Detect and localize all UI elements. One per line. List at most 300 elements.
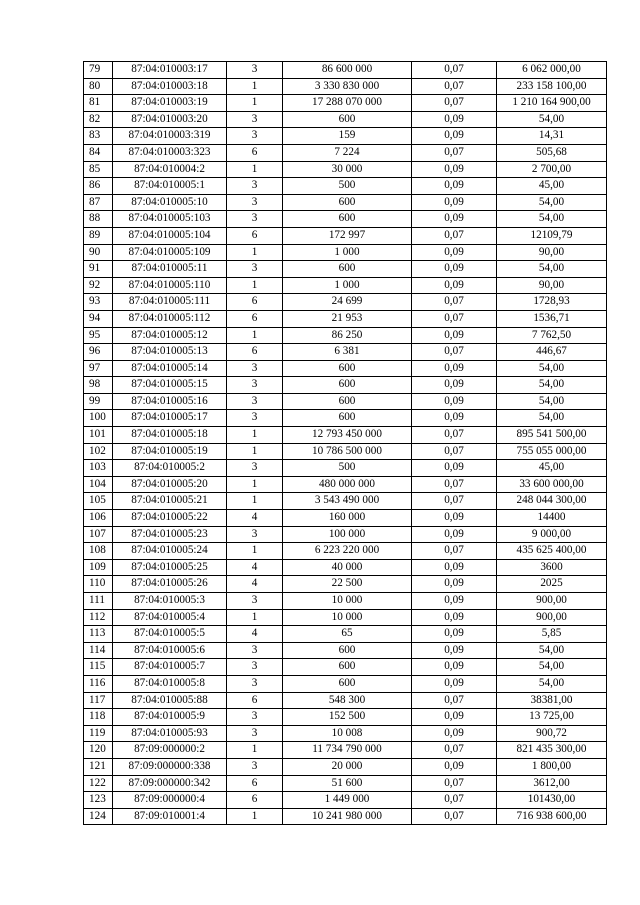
row-number-cell: 107 bbox=[84, 526, 113, 543]
category-cell: 1 bbox=[227, 244, 283, 261]
cadastral-number-cell: 87:04:010005:12 bbox=[113, 327, 227, 344]
row-number-cell: 111 bbox=[84, 593, 113, 610]
cadastral-number-cell: 87:04:010004:2 bbox=[113, 161, 227, 178]
category-cell: 4 bbox=[227, 559, 283, 576]
cadastral-number-cell: 87:04:010003:19 bbox=[113, 95, 227, 112]
rate-cell: 0,09 bbox=[412, 261, 497, 278]
rate-cell: 0,07 bbox=[412, 95, 497, 112]
table-row bbox=[84, 344, 607, 361]
table-row bbox=[84, 178, 607, 195]
cadastral-number-cell: 87:04:010005:21 bbox=[113, 493, 227, 510]
rate-cell: 0,09 bbox=[412, 377, 497, 394]
amount-cell: 1728,93 bbox=[497, 294, 607, 311]
category-cell: 1 bbox=[227, 95, 283, 112]
category-cell: 1 bbox=[227, 78, 283, 95]
rate-cell: 0,09 bbox=[412, 128, 497, 145]
amount-cell: 90,00 bbox=[497, 244, 607, 261]
cadastral-value-cell: 600 bbox=[283, 261, 412, 278]
cadastral-value-cell: 100 000 bbox=[283, 526, 412, 543]
category-cell: 6 bbox=[227, 692, 283, 709]
table-row bbox=[84, 393, 607, 410]
rate-cell: 0,07 bbox=[412, 692, 497, 709]
cadastral-number-cell: 87:09:000000:2 bbox=[113, 742, 227, 759]
rate-cell: 0,09 bbox=[412, 559, 497, 576]
table-row bbox=[84, 410, 607, 427]
cadastral-value-cell: 12 793 450 000 bbox=[283, 427, 412, 444]
cadastral-value-cell: 500 bbox=[283, 178, 412, 195]
cadastral-value-cell: 6 381 bbox=[283, 344, 412, 361]
category-cell: 3 bbox=[227, 194, 283, 211]
category-cell: 3 bbox=[227, 526, 283, 543]
rate-cell: 0,09 bbox=[412, 626, 497, 643]
rate-cell: 0,09 bbox=[412, 111, 497, 128]
rate-cell: 0,09 bbox=[412, 194, 497, 211]
amount-cell: 38381,00 bbox=[497, 692, 607, 709]
row-number-cell: 118 bbox=[84, 709, 113, 726]
amount-cell: 821 435 300,00 bbox=[497, 742, 607, 759]
table-row bbox=[84, 510, 607, 527]
amount-cell: 33 600 000,00 bbox=[497, 476, 607, 493]
category-cell: 6 bbox=[227, 310, 283, 327]
rate-cell: 0,09 bbox=[412, 659, 497, 676]
cadastral-number-cell: 87:04:010005:5 bbox=[113, 626, 227, 643]
cadastral-value-cell: 24 699 bbox=[283, 294, 412, 311]
category-cell: 4 bbox=[227, 510, 283, 527]
table-row bbox=[84, 593, 607, 610]
amount-cell: 54,00 bbox=[497, 393, 607, 410]
cadastral-number-cell: 87:04:010005:111 bbox=[113, 294, 227, 311]
cadastral-number-cell: 87:04:010005:24 bbox=[113, 543, 227, 560]
rate-cell: 0,07 bbox=[412, 62, 497, 79]
row-number-cell: 121 bbox=[84, 758, 113, 775]
cadastral-value-cell: 600 bbox=[283, 360, 412, 377]
table-row bbox=[84, 360, 607, 377]
amount-cell: 1 800,00 bbox=[497, 758, 607, 775]
row-number-cell: 110 bbox=[84, 576, 113, 593]
rate-cell: 0,09 bbox=[412, 277, 497, 294]
category-cell: 3 bbox=[227, 709, 283, 726]
amount-cell: 54,00 bbox=[497, 642, 607, 659]
rate-cell: 0,09 bbox=[412, 510, 497, 527]
row-number-cell: 98 bbox=[84, 377, 113, 394]
row-number-cell: 97 bbox=[84, 360, 113, 377]
amount-cell: 54,00 bbox=[497, 675, 607, 692]
cadastral-number-cell: 87:04:010005:8 bbox=[113, 675, 227, 692]
cadastral-number-cell: 87:04:010005:16 bbox=[113, 393, 227, 410]
cadastral-number-cell: 87:04:010005:7 bbox=[113, 659, 227, 676]
cadastral-value-cell: 600 bbox=[283, 410, 412, 427]
row-number-cell: 91 bbox=[84, 261, 113, 278]
rate-cell: 0,07 bbox=[412, 427, 497, 444]
table-row bbox=[84, 725, 607, 742]
cadastral-number-cell: 87:04:010005:22 bbox=[113, 510, 227, 527]
table-row bbox=[84, 675, 607, 692]
cadastral-number-cell: 87:04:010005:17 bbox=[113, 410, 227, 427]
cadastral-number-cell: 87:04:010005:10 bbox=[113, 194, 227, 211]
category-cell: 3 bbox=[227, 111, 283, 128]
row-number-cell: 80 bbox=[84, 78, 113, 95]
cadastral-value-cell: 17 288 070 000 bbox=[283, 95, 412, 112]
category-cell: 1 bbox=[227, 808, 283, 825]
cadastral-number-cell: 87:04:010005:25 bbox=[113, 559, 227, 576]
table-row bbox=[84, 194, 607, 211]
amount-cell: 5,85 bbox=[497, 626, 607, 643]
rate-cell: 0,07 bbox=[412, 294, 497, 311]
row-number-cell: 94 bbox=[84, 310, 113, 327]
category-cell: 1 bbox=[227, 543, 283, 560]
cadastral-value-cell: 20 000 bbox=[283, 758, 412, 775]
amount-cell: 90,00 bbox=[497, 277, 607, 294]
cadastral-value-cell: 30 000 bbox=[283, 161, 412, 178]
amount-cell: 895 541 500,00 bbox=[497, 427, 607, 444]
amount-cell: 101430,00 bbox=[497, 792, 607, 809]
cadastral-value-cell: 10 241 980 000 bbox=[283, 808, 412, 825]
category-cell: 3 bbox=[227, 393, 283, 410]
category-cell: 3 bbox=[227, 593, 283, 610]
cadastral-number-cell: 87:04:010005:1 bbox=[113, 178, 227, 195]
category-cell: 3 bbox=[227, 261, 283, 278]
cadastral-value-cell: 600 bbox=[283, 642, 412, 659]
cadastral-number-cell: 87:04:010005:4 bbox=[113, 609, 227, 626]
rate-cell: 0,07 bbox=[412, 543, 497, 560]
cadastral-number-cell: 87:04:010005:14 bbox=[113, 360, 227, 377]
rate-cell: 0,07 bbox=[412, 792, 497, 809]
category-cell: 3 bbox=[227, 360, 283, 377]
row-number-cell: 114 bbox=[84, 642, 113, 659]
category-cell: 6 bbox=[227, 775, 283, 792]
table-row bbox=[84, 543, 607, 560]
row-number-cell: 119 bbox=[84, 725, 113, 742]
cadastral-number-cell: 87:04:010005:112 bbox=[113, 310, 227, 327]
rate-cell: 0,09 bbox=[412, 576, 497, 593]
amount-cell: 7 762,50 bbox=[497, 327, 607, 344]
amount-cell: 14400 bbox=[497, 510, 607, 527]
rate-cell: 0,07 bbox=[412, 78, 497, 95]
cadastral-value-cell: 10 008 bbox=[283, 725, 412, 742]
row-number-cell: 90 bbox=[84, 244, 113, 261]
amount-cell: 12109,79 bbox=[497, 227, 607, 244]
cadastral-value-cell: 600 bbox=[283, 393, 412, 410]
row-number-cell: 79 bbox=[84, 62, 113, 79]
cadastral-number-cell: 87:04:010005:104 bbox=[113, 227, 227, 244]
cadastral-number-cell: 87:09:000000:338 bbox=[113, 758, 227, 775]
rate-cell: 0,07 bbox=[412, 775, 497, 792]
table-row bbox=[84, 211, 607, 228]
cadastral-value-cell: 548 300 bbox=[283, 692, 412, 709]
amount-cell: 45,00 bbox=[497, 178, 607, 195]
cadastral-value-cell: 1 000 bbox=[283, 244, 412, 261]
category-cell: 3 bbox=[227, 675, 283, 692]
table-row bbox=[84, 377, 607, 394]
rate-cell: 0,09 bbox=[412, 244, 497, 261]
table-row bbox=[84, 327, 607, 344]
category-cell: 6 bbox=[227, 294, 283, 311]
amount-cell: 54,00 bbox=[497, 261, 607, 278]
cadastral-value-cell: 600 bbox=[283, 211, 412, 228]
cadastral-value-cell: 6 223 220 000 bbox=[283, 543, 412, 560]
row-number-cell: 83 bbox=[84, 128, 113, 145]
cadastral-value-cell: 600 bbox=[283, 194, 412, 211]
table-row bbox=[84, 427, 607, 444]
table-row bbox=[84, 526, 607, 543]
amount-cell: 54,00 bbox=[497, 659, 607, 676]
cadastral-number-cell: 87:04:010003:319 bbox=[113, 128, 227, 145]
cadastral-number-cell: 87:09:000000:342 bbox=[113, 775, 227, 792]
category-cell: 1 bbox=[227, 609, 283, 626]
row-number-cell: 81 bbox=[84, 95, 113, 112]
table-row bbox=[84, 559, 607, 576]
row-number-cell: 85 bbox=[84, 161, 113, 178]
table-row bbox=[84, 659, 607, 676]
category-cell: 3 bbox=[227, 758, 283, 775]
cadastral-number-cell: 87:04:010005:13 bbox=[113, 344, 227, 361]
rate-cell: 0,07 bbox=[412, 742, 497, 759]
amount-cell: 14,31 bbox=[497, 128, 607, 145]
row-number-cell: 106 bbox=[84, 510, 113, 527]
rate-cell: 0,07 bbox=[412, 443, 497, 460]
table-row bbox=[84, 277, 607, 294]
amount-cell: 54,00 bbox=[497, 360, 607, 377]
category-cell: 4 bbox=[227, 626, 283, 643]
category-cell: 4 bbox=[227, 576, 283, 593]
amount-cell: 716 938 600,00 bbox=[497, 808, 607, 825]
row-number-cell: 103 bbox=[84, 460, 113, 477]
table-row bbox=[84, 128, 607, 145]
table-row bbox=[84, 709, 607, 726]
cadastral-number-cell: 87:04:010005:109 bbox=[113, 244, 227, 261]
cadastral-value-cell: 3 330 830 000 bbox=[283, 78, 412, 95]
rate-cell: 0,09 bbox=[412, 327, 497, 344]
amount-cell: 900,72 bbox=[497, 725, 607, 742]
rate-cell: 0,09 bbox=[412, 526, 497, 543]
cadastral-number-cell: 87:04:010005:18 bbox=[113, 427, 227, 444]
rate-cell: 0,09 bbox=[412, 178, 497, 195]
rate-cell: 0,09 bbox=[412, 609, 497, 626]
rate-cell: 0,09 bbox=[412, 642, 497, 659]
category-cell: 3 bbox=[227, 460, 283, 477]
amount-cell: 435 625 400,00 bbox=[497, 543, 607, 560]
rate-cell: 0,09 bbox=[412, 410, 497, 427]
cadastral-number-cell: 87:04:010005:6 bbox=[113, 642, 227, 659]
category-cell: 1 bbox=[227, 427, 283, 444]
cadastral-number-cell: 87:04:010005:3 bbox=[113, 593, 227, 610]
cadastral-value-cell: 10 786 500 000 bbox=[283, 443, 412, 460]
category-cell: 1 bbox=[227, 277, 283, 294]
cadastral-value-cell: 10 000 bbox=[283, 593, 412, 610]
cadastral-number-cell: 87:09:010001:4 bbox=[113, 808, 227, 825]
cadastral-value-cell: 51 600 bbox=[283, 775, 412, 792]
cadastral-number-cell: 87:04:010005:103 bbox=[113, 211, 227, 228]
row-number-cell: 92 bbox=[84, 277, 113, 294]
row-number-cell: 112 bbox=[84, 609, 113, 626]
cadastral-value-cell: 7 224 bbox=[283, 144, 412, 161]
table-row bbox=[84, 808, 607, 825]
table-body bbox=[84, 62, 607, 825]
cadastral-value-cell: 10 000 bbox=[283, 609, 412, 626]
rate-cell: 0,09 bbox=[412, 593, 497, 610]
category-cell: 6 bbox=[227, 227, 283, 244]
cadastral-value-cell: 86 250 bbox=[283, 327, 412, 344]
amount-cell: 233 158 100,00 bbox=[497, 78, 607, 95]
table-row bbox=[84, 310, 607, 327]
cadastral-number-cell: 87:04:010005:11 bbox=[113, 261, 227, 278]
table-row bbox=[84, 626, 607, 643]
amount-cell: 54,00 bbox=[497, 194, 607, 211]
table-row bbox=[84, 609, 607, 626]
row-number-cell: 123 bbox=[84, 792, 113, 809]
cadastral-number-cell: 87:04:010003:17 bbox=[113, 62, 227, 79]
table-row bbox=[84, 261, 607, 278]
cadastral-value-cell: 600 bbox=[283, 111, 412, 128]
cadastral-number-cell: 87:04:010005:9 bbox=[113, 709, 227, 726]
row-number-cell: 113 bbox=[84, 626, 113, 643]
table-row bbox=[84, 775, 607, 792]
rate-cell: 0,09 bbox=[412, 725, 497, 742]
row-number-cell: 99 bbox=[84, 393, 113, 410]
cadastral-value-cell: 3 543 490 000 bbox=[283, 493, 412, 510]
category-cell: 1 bbox=[227, 443, 283, 460]
row-number-cell: 104 bbox=[84, 476, 113, 493]
row-number-cell: 102 bbox=[84, 443, 113, 460]
rate-cell: 0,09 bbox=[412, 393, 497, 410]
table-row bbox=[84, 443, 607, 460]
amount-cell: 54,00 bbox=[497, 377, 607, 394]
rate-cell: 0,07 bbox=[412, 344, 497, 361]
row-number-cell: 93 bbox=[84, 294, 113, 311]
row-number-cell: 84 bbox=[84, 144, 113, 161]
row-number-cell: 120 bbox=[84, 742, 113, 759]
amount-cell: 13 725,00 bbox=[497, 709, 607, 726]
amount-cell: 446,67 bbox=[497, 344, 607, 361]
category-cell: 3 bbox=[227, 178, 283, 195]
table-row bbox=[84, 111, 607, 128]
cadastral-number-cell: 87:04:010003:20 bbox=[113, 111, 227, 128]
cadastral-value-cell: 40 000 bbox=[283, 559, 412, 576]
table-row bbox=[84, 294, 607, 311]
rate-cell: 0,07 bbox=[412, 310, 497, 327]
cadastral-value-cell: 159 bbox=[283, 128, 412, 145]
category-cell: 6 bbox=[227, 344, 283, 361]
rate-cell: 0,07 bbox=[412, 493, 497, 510]
row-number-cell: 87 bbox=[84, 194, 113, 211]
row-number-cell: 88 bbox=[84, 211, 113, 228]
table-row bbox=[84, 460, 607, 477]
row-number-cell: 100 bbox=[84, 410, 113, 427]
row-number-cell: 86 bbox=[84, 178, 113, 195]
row-number-cell: 95 bbox=[84, 327, 113, 344]
cadastral-value-cell: 1 449 000 bbox=[283, 792, 412, 809]
rate-cell: 0,07 bbox=[412, 144, 497, 161]
amount-cell: 900,00 bbox=[497, 593, 607, 610]
table-row bbox=[84, 576, 607, 593]
cadastral-value-cell: 21 953 bbox=[283, 310, 412, 327]
cadastral-number-cell: 87:04:010005:19 bbox=[113, 443, 227, 460]
category-cell: 3 bbox=[227, 211, 283, 228]
cadastral-number-cell: 87:04:010005:23 bbox=[113, 526, 227, 543]
category-cell: 3 bbox=[227, 62, 283, 79]
amount-cell: 3600 bbox=[497, 559, 607, 576]
cadastral-value-cell: 160 000 bbox=[283, 510, 412, 527]
table-row bbox=[84, 78, 607, 95]
cadastral-value-cell: 600 bbox=[283, 675, 412, 692]
category-cell: 1 bbox=[227, 476, 283, 493]
cadastral-value-cell: 22 500 bbox=[283, 576, 412, 593]
table-row bbox=[84, 642, 607, 659]
table-row bbox=[84, 758, 607, 775]
amount-cell: 6 062 000,00 bbox=[497, 62, 607, 79]
row-number-cell: 96 bbox=[84, 344, 113, 361]
row-number-cell: 122 bbox=[84, 775, 113, 792]
table-row bbox=[84, 493, 607, 510]
cadastral-number-cell: 87:04:010005:93 bbox=[113, 725, 227, 742]
cadastral-number-cell: 87:04:010005:88 bbox=[113, 692, 227, 709]
cadastral-value-cell: 480 000 000 bbox=[283, 476, 412, 493]
cadastral-value-cell: 11 734 790 000 bbox=[283, 742, 412, 759]
table-row bbox=[84, 144, 607, 161]
rate-cell: 0,07 bbox=[412, 476, 497, 493]
rate-cell: 0,09 bbox=[412, 758, 497, 775]
amount-cell: 248 044 300,00 bbox=[497, 493, 607, 510]
table-row bbox=[84, 476, 607, 493]
category-cell: 3 bbox=[227, 377, 283, 394]
cadastral-value-cell: 600 bbox=[283, 377, 412, 394]
amount-cell: 2 700,00 bbox=[497, 161, 607, 178]
amount-cell: 54,00 bbox=[497, 111, 607, 128]
table-row bbox=[84, 692, 607, 709]
row-number-cell: 124 bbox=[84, 808, 113, 825]
row-number-cell: 117 bbox=[84, 692, 113, 709]
row-number-cell: 105 bbox=[84, 493, 113, 510]
cadastral-value-cell: 500 bbox=[283, 460, 412, 477]
rate-cell: 0,09 bbox=[412, 675, 497, 692]
cadastral-value-cell: 65 bbox=[283, 626, 412, 643]
amount-cell: 1536,71 bbox=[497, 310, 607, 327]
table-row bbox=[84, 62, 607, 79]
cadastral-value-cell: 600 bbox=[283, 659, 412, 676]
amount-cell: 900,00 bbox=[497, 609, 607, 626]
cadastral-number-cell: 87:04:010005:110 bbox=[113, 277, 227, 294]
row-number-cell: 101 bbox=[84, 427, 113, 444]
cadastral-value-cell: 1 000 bbox=[283, 277, 412, 294]
data-table bbox=[83, 61, 607, 825]
category-cell: 1 bbox=[227, 742, 283, 759]
rate-cell: 0,09 bbox=[412, 709, 497, 726]
rate-cell: 0,09 bbox=[412, 360, 497, 377]
row-number-cell: 89 bbox=[84, 227, 113, 244]
category-cell: 3 bbox=[227, 725, 283, 742]
rate-cell: 0,09 bbox=[412, 161, 497, 178]
amount-cell: 54,00 bbox=[497, 410, 607, 427]
row-number-cell: 116 bbox=[84, 675, 113, 692]
rate-cell: 0,07 bbox=[412, 227, 497, 244]
table-row bbox=[84, 161, 607, 178]
rate-cell: 0,09 bbox=[412, 211, 497, 228]
cadastral-number-cell: 87:04:010005:20 bbox=[113, 476, 227, 493]
table-row bbox=[84, 95, 607, 112]
row-number-cell: 115 bbox=[84, 659, 113, 676]
row-number-cell: 82 bbox=[84, 111, 113, 128]
table-row bbox=[84, 792, 607, 809]
category-cell: 3 bbox=[227, 659, 283, 676]
cadastral-number-cell: 87:04:010003:18 bbox=[113, 78, 227, 95]
table-row bbox=[84, 227, 607, 244]
category-cell: 3 bbox=[227, 642, 283, 659]
rate-cell: 0,09 bbox=[412, 460, 497, 477]
cadastral-number-cell: 87:04:010005:15 bbox=[113, 377, 227, 394]
category-cell: 1 bbox=[227, 161, 283, 178]
amount-cell: 755 055 000,00 bbox=[497, 443, 607, 460]
cadastral-number-cell: 87:09:000000:4 bbox=[113, 792, 227, 809]
